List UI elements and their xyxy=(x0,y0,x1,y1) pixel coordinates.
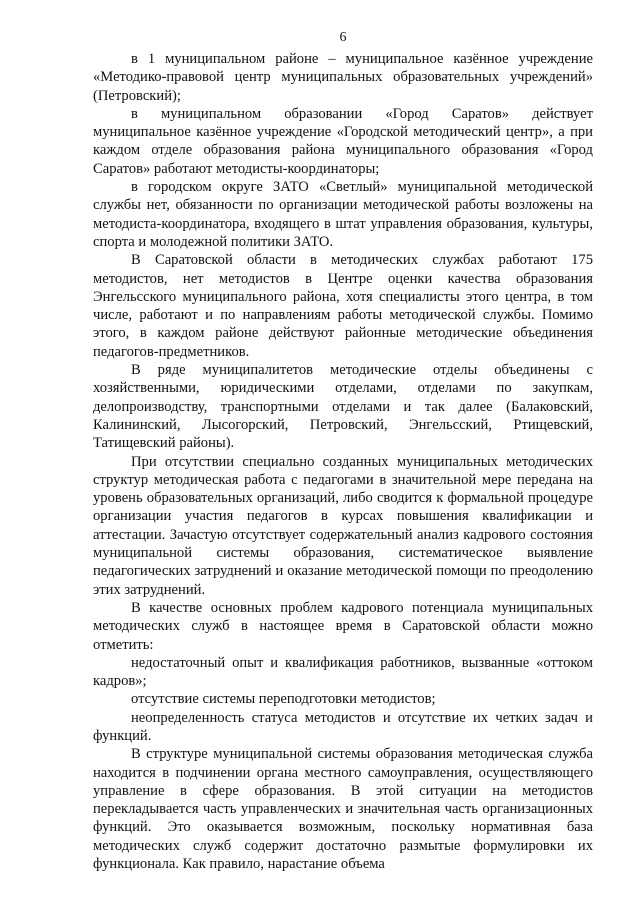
paragraph: неопределенность статуса методистов и отсутствие их четких задач и функций. xyxy=(93,709,593,744)
paragraph: В качестве основных проблем кадрового потенциала муниципальных методических служб в настоящее время в Саратовской области можно отметить: xyxy=(93,599,593,653)
paragraph: В Саратовской области в методических службах работают 175 методистов, нет методистов в Центре оценки качества образования Энгельсского муниципального района, хотя специалисты этого центра, в том числе, работают и по направлениям работы методической службы. Помимо этого, в каждом районе действуют районные методические объединения педагогов-предметников. xyxy=(93,252,593,360)
paragraph: в муниципальном образовании «Город Саратов» действует муниципальное казённое учреждение «Городской методический центр», а при каждом отделе образования района муниципального образования «Город Саратов» работают методисты-координаторы; xyxy=(93,105,593,177)
paragraph: отсутствие системы переподготовки методистов; xyxy=(131,691,436,708)
paragraph: в 1 муниципальном районе – муниципальное казённое учреждение «Методико-правовой центр муниципальных образовательных учреждений» (Петровский); xyxy=(93,51,593,104)
body-text xyxy=(93,50,593,873)
page-number: 6 xyxy=(339,30,347,45)
paragraph: При отсутствии специально созданных муниципальных методических структур методическая работа с педагогами в значительной мере передана на уровень образовательных организаций, либо сводится к формальной процедуре организации участия педагогов в курсах повышения квалификации и аттестации. Зачастую отсутствует содержательный анализ кадрового состояния муниципальной системы образования, систематическое выявление педагогических затруднений и оказание методической помощи по преодолению этих затруднений. xyxy=(93,453,593,598)
paragraph: В ряде муниципалитетов методические отделы объединены с хозяйственными, юридическими отделами, отделами по закупкам, делопроизводству, транспортными отделами и так далее (Балаковский, Калининский, Лысогорский, Петровский, Энгельсский, Ртищевский, Татищевский районы). xyxy=(93,362,593,452)
paragraph: В структуре муниципальной системы образования методическая служба находится в подчинении органа местного самоуправления, осуществляющего управление в сфере образования. В этой ситуации на методистов перекладывается часть управленческих и значительная часть организационных функций. Это оказывается возможным, поскольку нормативная база методических служб содержит достаточно размытые формулировки их функционала. Как правило, нарастание объема xyxy=(93,746,593,873)
paragraph: недостаточный опыт и квалификация работников, вызванные «оттоком кадров»; xyxy=(93,654,593,690)
paragraph: в городском округе ЗАТО «Светлый» муниципальной методической службы нет, обязанности по организации методической работы возложены на методиста-координатора, входящего в штат управления образования, культуры, спорта и молодежной политики ЗАТО. xyxy=(93,179,593,250)
